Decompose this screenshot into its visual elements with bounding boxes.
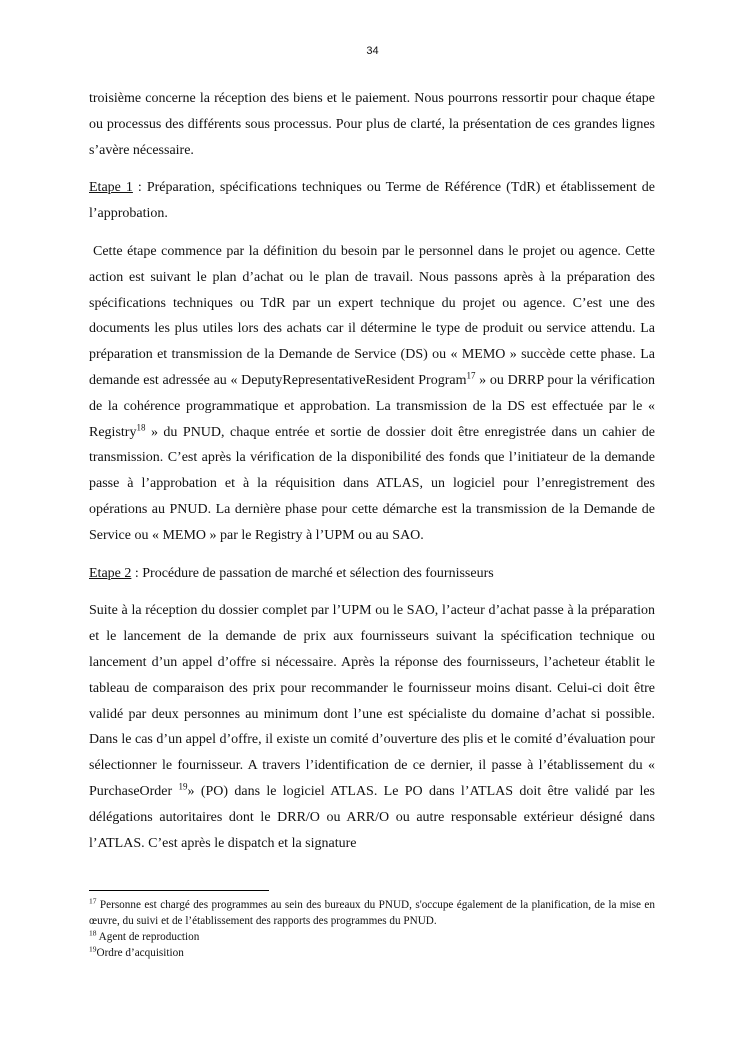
footnote-ref-18: 18: [136, 421, 146, 432]
paragraph-etape-1-part-c: » du PNUD, chaque entrée et sortie de dossier doit être enregistrée dans un cahier de transmission. C’est après la vérification de la disponibilité des fonds que l’initiateur de la demande passe à l’approbation et à la réquisition dans ATLAS, un logiciel pour l’enregistrement des opérations au PNUD. La dernière phase pour cette démarche est la transmission de la Demande de Service ou « MEMO » par le Registry à l’UPM ou au SAO.: [89, 424, 655, 543]
etape-1-text: : Préparation, spécifications techniques ou Terme de Référence (TdR) et établissement de l’approbation.: [89, 180, 655, 222]
body-text: [89, 86, 655, 868]
footnote-18-text: Agent de reproduction: [96, 931, 200, 943]
paragraph-etape-2-part-a: Suite à la réception du dossier complet par l’UPM ou le SAO, l’acteur d’achat passe à la préparation et le lancement de la demande de prix aux fournisseurs suivant la spécification technique ou lancement d’un appel d’offre si nécessaire. Après la réponse des fournisseurs, l’acheteur établit le tableau de comparaison des prix pour recommander le fournisseur moins disant. Celui-ci doit être validé par deux personnes au minimum dont l’une est spécialiste du domaine d’achat si possible. Dans le cas d’un appel d’offre, il existe un comité d’ouverture des plis et le comité d’évaluation pour sélectionner le fournisseur. A travers l’identification de ce dernier, il passe à l’établissement du « PurchaseOrder: [89, 603, 655, 799]
footnote-19: [89, 945, 655, 961]
footnote-ref-17: 17: [466, 370, 476, 381]
paragraph-etape-1: [89, 239, 655, 549]
footnote-18: [89, 929, 655, 945]
paragraph-etape-1-part-b: » ou DRRP pour la vérification de la cohérence programmatique et approbation. La transmission de la DS est effectuée par le « Registry: [89, 372, 655, 440]
etape-2-heading: [89, 561, 655, 587]
footnote-19-number: 19: [89, 944, 97, 954]
footnote-17-text: Personne est chargé des programmes au sein des bureaux du PNUD, s'occupe également de la planification, de la mise en œuvre, du suivi et de l’établissement des rapports des programmes du PNUD.: [89, 899, 655, 927]
page-number: 34: [366, 45, 379, 57]
footnote-17-number: 17: [89, 896, 97, 906]
footnote-separator: [89, 890, 269, 891]
footnotes: [89, 897, 655, 961]
paragraph-etape-2-part-b: » (PO) dans le logiciel ATLAS. Le PO dans l’ATLAS doit être validé par les délégations autoritaires dont le DRR/O ou ARR/O ou autre responsable extérieur désigné dans l’ATLAS. C’est après le dispatch et la signature: [89, 783, 656, 851]
footnote-19-text: Ordre d’acquisition: [96, 947, 184, 959]
footnote-ref-19: 19: [178, 781, 188, 792]
paragraph-intro: troisième concerne la réception des biens et le paiement. Nous pourrons ressortir pour chaque étape ou processus des différents sous processus. Pour plus de clarté, la présentation de ces grandes lignes s’avère nécessaire.: [89, 91, 655, 158]
paragraph-etape-2: [89, 598, 655, 856]
paragraph-etape-1-part-a: Cette étape commence par la définition du besoin par le personnel dans le projet ou agence. Cette action est suivant le plan d’achat ou le plan de travail. Nous passons après à la préparation des spécifications techniques ou TdR par un expert technique du projet ou agence. C’est une des documents les plus utiles lors des achats car il détermine le type de produit ou service attendu. La préparation et transmission de la Demande de Service (DS) ou « MEMO » succède cette phase. La demande est adressée au « DeputyRepresentativeResident Program: [89, 243, 655, 388]
etape-2-label: Etape 2: [89, 565, 132, 581]
etape-1-label: Etape 1: [89, 180, 133, 196]
footnote-18-number: 18: [89, 928, 97, 938]
etape-2-text: : Procédure de passation de marché et sélection des fournisseurs: [131, 565, 494, 581]
etape-1-heading: [89, 175, 655, 227]
footnote-17: [89, 897, 655, 929]
